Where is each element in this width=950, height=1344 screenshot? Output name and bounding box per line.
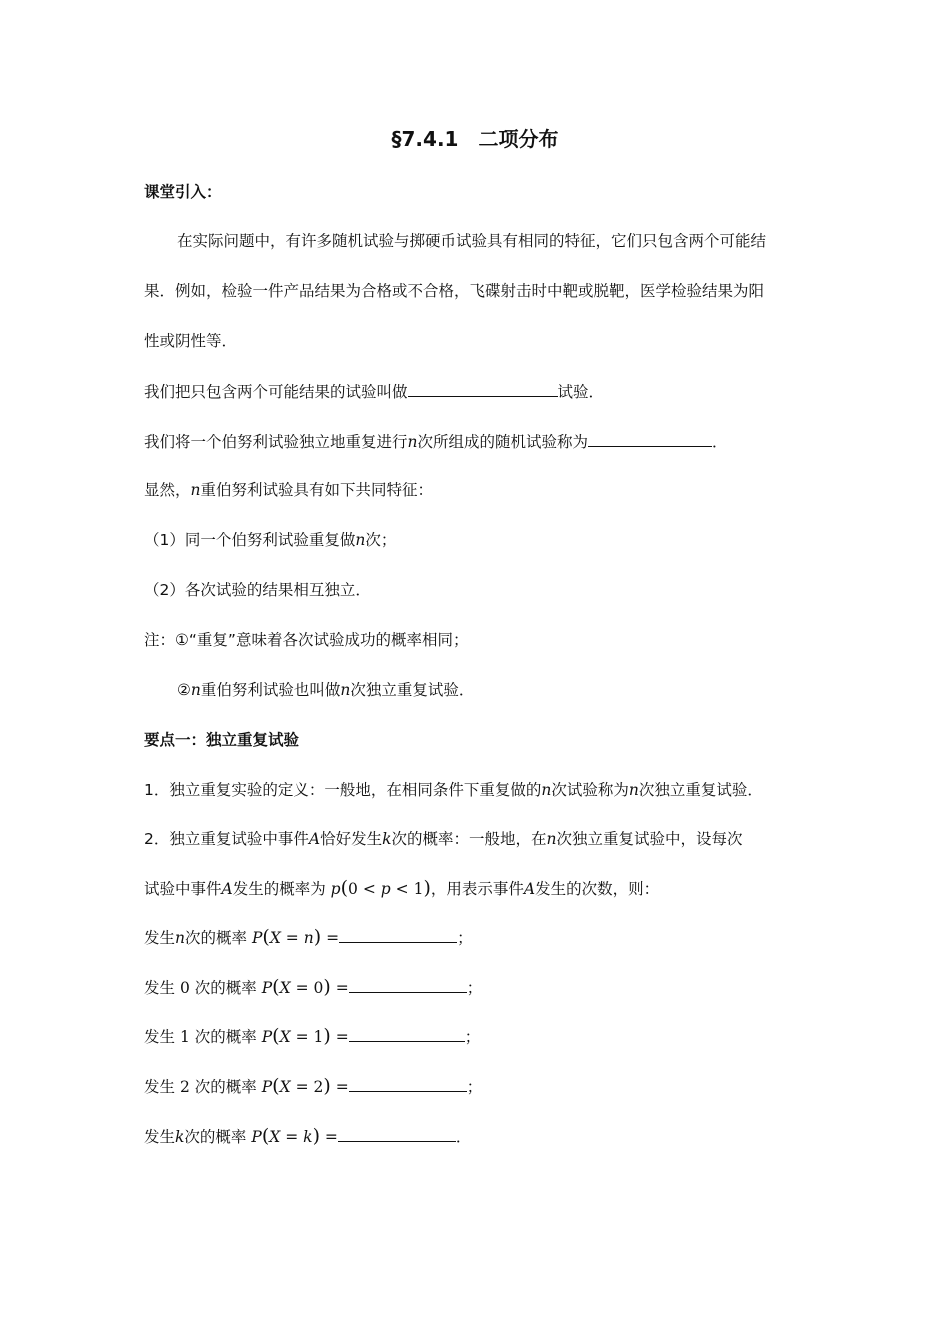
intro-paragraph-line-3: 性或阴性等． <box>144 332 238 350</box>
fill-blank[interactable] <box>588 430 712 447</box>
page-title: §7.4.1 二项分布 <box>391 127 559 151</box>
definition-bernoulli: 我们把只包含两个可能结果的试验叫做 试验． <box>144 380 810 403</box>
intro-heading: 课堂引入： <box>144 183 222 201</box>
note-2: ②n重伯努利试验也叫做n次独立重复试验． <box>177 681 475 699</box>
fill-blank[interactable] <box>349 1075 467 1092</box>
fill-blank[interactable] <box>339 926 457 943</box>
point1-heading: 要点一：独立重复试验 <box>144 731 300 749</box>
fill-blank[interactable] <box>349 1025 465 1042</box>
note-1: 注：①“重复”意味着各次试验成功的概率相同； <box>144 631 469 649</box>
feature-1: （1）同一个伯努利试验重复做n次； <box>144 531 397 549</box>
fill-blank[interactable] <box>338 1125 456 1142</box>
fill-blank[interactable] <box>408 380 558 397</box>
feature-2: （2）各次试验的结果相互独立． <box>144 581 371 599</box>
fill-blank[interactable] <box>349 976 467 993</box>
intro-paragraph-line-1: 在实际问题中，有许多随机试验与掷硬币试验具有相同的特征，它们只包含两个可能结 <box>177 232 767 250</box>
prob-row-2: 发生 2 次的概率 P(X = 2) = ； <box>144 1075 483 1097</box>
prob-row-k: 发生k次的概率 P(X = k) = ． <box>144 1125 472 1147</box>
intro-paragraph-line-2: 果．例如，检验一件产品结果为合格或不合格，飞碟射击时中靶或脱靶，医学检验结果为阳 <box>144 282 765 300</box>
prob-row-0: 发生 0 次的概率 P(X = 0) = ； <box>144 976 483 998</box>
prob-row-n: 发生n次的概率 P(X = n) = ； <box>144 926 473 948</box>
point1-item-2-line-2: 试验中事件A发生的概率为 p(0 < p < 1)，用表示事件A发生的次数，则： <box>144 877 660 899</box>
point1-item-1: 1．独立重复实验的定义：一般地，在相同条件下重复做的n次试验称为n次独立重复试验． <box>144 781 763 799</box>
definition-n-bernoulli: 我们将一个伯努利试验独立地重复进行n次所组成的随机试验称为 ． <box>144 430 810 453</box>
prob-row-1: 发生 1 次的概率 P(X = 1) = ； <box>144 1025 481 1047</box>
obvious-statement: 显然，n重伯努利试验具有如下共同特征： <box>144 481 434 499</box>
point1-item-2-line-1: 2．独立重复试验中事件A恰好发生k次的概率：一般地，在n次独立重复试验中，设每次 <box>144 830 743 848</box>
